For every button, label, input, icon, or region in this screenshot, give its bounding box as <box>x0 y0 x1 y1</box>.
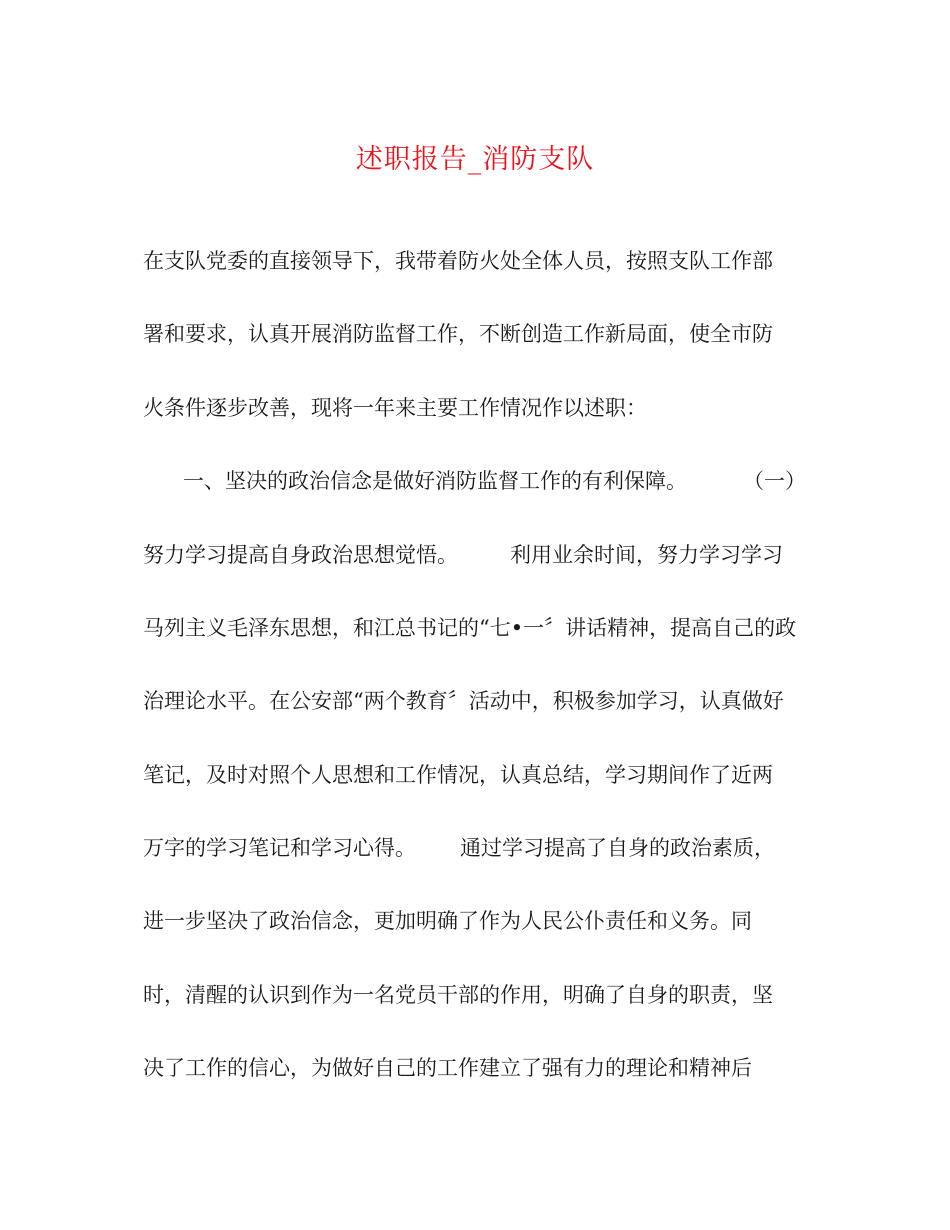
paragraph-line <box>143 540 823 570</box>
sentence: 利用业余时间，努力学习学习 <box>510 543 783 567</box>
paragraph-line: 署和要求，认真开展消防监督工作，不断创造工作新局面，使全市防 <box>143 322 773 346</box>
paragraph-line: 时，清醒的认识到作为一名党员干部的作用，明确了自身的职责，坚 <box>143 983 773 1007</box>
subsection-heading: 努力学习提高自身政治思想觉悟。 <box>143 543 458 567</box>
paragraph-line <box>143 833 823 863</box>
paragraph-line: 治理论水平。在公安部“两个教育〞活动中，积极参加学习，认真做好 <box>143 689 784 713</box>
paragraph-line: 笔记，及时对照个人思想和工作情况，认真总结，学习期间作了近两 <box>143 763 773 787</box>
sentence: 通过学习提高了自身的政治素质， <box>460 836 775 860</box>
sentence: 万字的学习笔记和学习心得。 <box>143 836 416 860</box>
section-heading: 一、坚决的政治信念是做好消防监督工作的有利保障。 <box>183 469 687 493</box>
subsection-marker: （一） <box>743 469 806 493</box>
paragraph-line: 进一步坚决了政治信念，更加明确了作为人民公仆责任和义务。同 <box>143 909 752 933</box>
paragraph-line <box>183 466 863 496</box>
paragraph-line: 在支队党委的直接领导下，我带着防火处全体人员，按照支队工作部 <box>143 249 773 273</box>
document-title: 述职报告_消防支队 <box>355 144 595 175</box>
paragraph-line: 马列主义毛泽东思想，和江总书记的“七•一〞讲话精神，提高自己的政 <box>143 616 797 640</box>
paragraph-line: 火条件逐步改善，现将一年来主要工作情况作以述职： <box>143 396 647 420</box>
paragraph-line: 决了工作的信心，为做好自己的工作建立了强有力的理论和精神后 <box>143 1056 752 1080</box>
